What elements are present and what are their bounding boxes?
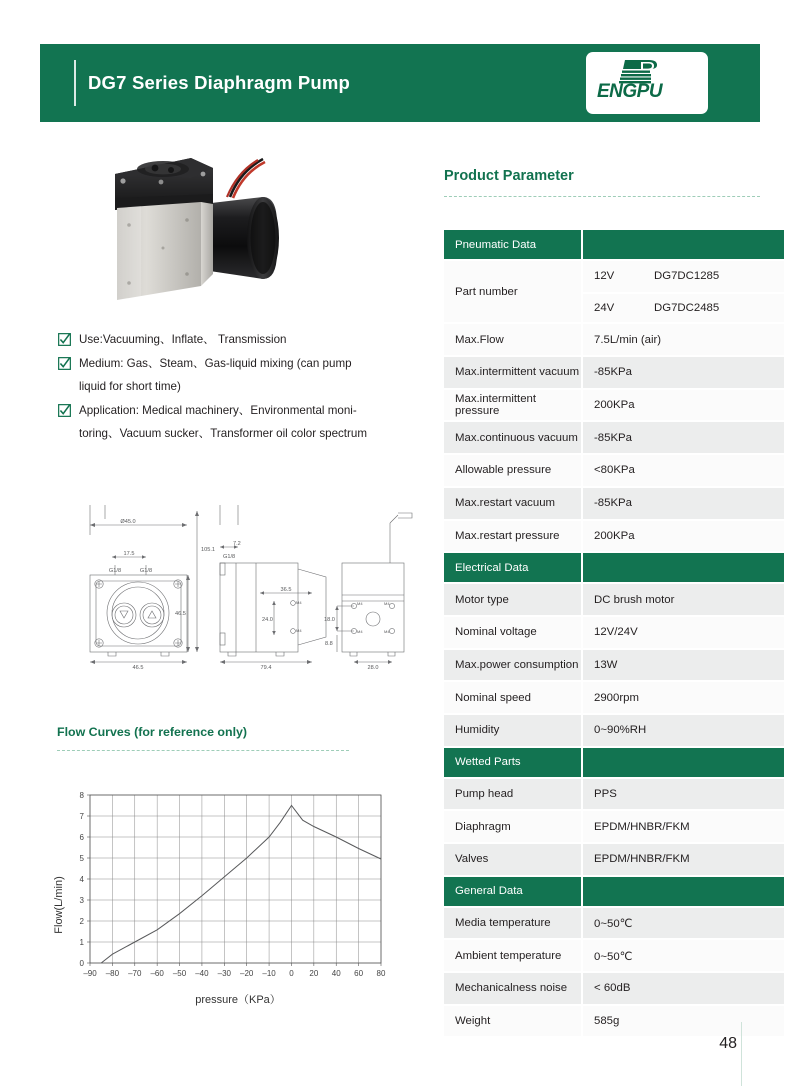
- row-label: Max.continuous vacuum: [444, 421, 582, 454]
- list-item: [58, 401, 433, 421]
- dim-thread-right: G1/8: [139, 568, 153, 574]
- y-tick-label: 1: [79, 938, 84, 947]
- flow-curves-heading: Flow Curves (for reference only): [57, 725, 248, 739]
- y-tick-label: 3: [79, 896, 84, 905]
- dim-dia45: Ø45.0: [120, 519, 136, 525]
- feature-text-continuation: liquid for short time): [79, 380, 181, 393]
- y-tick-label: 6: [79, 833, 84, 842]
- table-row: [444, 260, 784, 323]
- table-row: [444, 356, 784, 389]
- section-label: Electrical Data: [444, 552, 582, 583]
- row-label: Max.Flow: [444, 323, 582, 356]
- part-number-code: DG7DC1285: [654, 270, 720, 283]
- x-tick-label: –90: [83, 969, 97, 978]
- table-section-header: [444, 876, 784, 907]
- table-row: [444, 649, 784, 682]
- list-item: [58, 330, 433, 350]
- chart-series-line: [101, 806, 381, 964]
- page-header: [40, 44, 760, 122]
- table-section-header: [444, 747, 784, 778]
- row-value: 200KPa: [582, 520, 784, 553]
- y-tick-label: 4: [79, 875, 84, 884]
- row-label: Diaphragm: [444, 810, 582, 843]
- part-number-voltage: 12V: [594, 270, 615, 283]
- section-value: [582, 747, 784, 778]
- part-number-line: [583, 292, 784, 323]
- x-tick-label: 0: [289, 969, 294, 978]
- row-label: Pump head: [444, 778, 582, 811]
- table-row: [444, 939, 784, 972]
- section-value: [582, 552, 784, 583]
- dim-thread-left: G1/8: [108, 568, 122, 574]
- x-tick-label: –80: [105, 969, 120, 978]
- row-value: PPS: [582, 778, 784, 811]
- table-row: [444, 421, 784, 454]
- row-label: Weight: [444, 1005, 582, 1038]
- table-section-header: [444, 230, 784, 260]
- row-label: Humidity: [444, 714, 582, 747]
- check-box-icon: [58, 357, 71, 370]
- row-value: DC brush motor: [582, 583, 784, 616]
- row-label: Max.restart pressure: [444, 520, 582, 553]
- dim-28-0: 28.0: [367, 665, 379, 670]
- table-row: [444, 616, 784, 649]
- product-parameter-table: [444, 230, 784, 1038]
- section-value: [582, 230, 784, 260]
- dim-18-0: 18.0: [324, 617, 335, 623]
- chart-x-axis-label: pressure（KPa）: [195, 994, 281, 1006]
- feature-text: Use:Vacuuming、Inflate、 Transmission: [79, 333, 287, 346]
- y-tick-label: 8: [79, 791, 84, 800]
- table-row: [444, 714, 784, 747]
- header-accent-line: [74, 60, 76, 106]
- row-value: 0~90%RH: [582, 714, 784, 747]
- technical-drawing: [60, 505, 430, 670]
- row-value: 585g: [582, 1005, 784, 1038]
- row-label: Mechanicalness noise: [444, 972, 582, 1005]
- x-tick-label: 60: [354, 969, 364, 978]
- table-row: [444, 389, 784, 422]
- x-tick-label: –70: [128, 969, 142, 978]
- table-row: [444, 810, 784, 843]
- check-box-icon: [58, 404, 71, 417]
- x-tick-label: 40: [331, 969, 341, 978]
- section-value: [582, 876, 784, 907]
- section-label: General Data: [444, 876, 582, 907]
- chart-x-tick-labels: [83, 963, 386, 978]
- table-row: [444, 583, 784, 616]
- row-label: Valves: [444, 843, 582, 876]
- row-value: 13W: [582, 649, 784, 682]
- row-label: Motor type: [444, 583, 582, 616]
- x-tick-label: –30: [217, 969, 231, 978]
- dim-thread-side: G1/8: [223, 554, 236, 560]
- row-value: <80KPa: [582, 454, 784, 487]
- product-photo: [95, 152, 300, 317]
- row-label: Ambient temperature: [444, 939, 582, 972]
- row-value: [582, 260, 784, 323]
- row-value: -85KPa: [582, 421, 784, 454]
- dim-m4-f: M4: [384, 629, 390, 634]
- dim-105-1: 105.1: [201, 547, 215, 553]
- y-tick-label: 2: [79, 917, 84, 926]
- dim-17-5: 17.5: [123, 551, 135, 557]
- row-value: 0~50℃: [582, 907, 784, 940]
- table-row: [444, 843, 784, 876]
- dim-m4-d: M4: [357, 629, 363, 634]
- page-number: 48: [719, 1035, 737, 1052]
- x-tick-label: –60: [150, 969, 164, 978]
- row-label: Max.intermittent pressure: [444, 389, 582, 422]
- chart-gridlines: [90, 795, 381, 963]
- x-tick-label: –50: [172, 969, 187, 978]
- row-label: Max.power consumption: [444, 649, 582, 682]
- row-label: Nominal speed: [444, 681, 582, 714]
- feature-text-continuation: toring、Vacuum sucker、Transformer oil color spectrum: [79, 427, 367, 440]
- row-value: 2900rpm: [582, 681, 784, 714]
- dim-m4-c: M4: [357, 601, 363, 606]
- row-value: -85KPa: [582, 487, 784, 520]
- section-label: Pneumatic Data: [444, 230, 582, 260]
- table-section-header: [444, 552, 784, 583]
- table-row: [444, 487, 784, 520]
- row-value: 200KPa: [582, 389, 784, 422]
- row-value: EPDM/HNBR/FKM: [582, 810, 784, 843]
- table-row: [444, 520, 784, 553]
- part-number-code: DG7DC2485: [654, 302, 720, 315]
- x-tick-label: –40: [195, 969, 209, 978]
- dim-7-2: 7.2: [233, 541, 241, 547]
- row-label: Max.intermittent vacuum: [444, 356, 582, 389]
- dim-46-5-h: 46.5: [175, 611, 186, 617]
- dim-8-8: 8.8: [325, 641, 333, 647]
- page-title: DG7 Series Diaphragm Pump: [88, 72, 351, 93]
- feature-text: Medium: Gas、Steam、Gas-liquid mixing (can pump: [79, 356, 352, 370]
- x-tick-label: 20: [309, 969, 319, 978]
- dim-m4-b: M4: [296, 628, 302, 633]
- y-tick-label: 7: [79, 812, 84, 821]
- row-value: 0~50℃: [582, 939, 784, 972]
- table-row: [444, 1005, 784, 1038]
- flow-curves-divider: [57, 750, 349, 751]
- section-label: Wetted Parts: [444, 747, 582, 778]
- table-row: [444, 907, 784, 940]
- dim-m4-e: M4: [384, 601, 390, 606]
- table-row: [444, 323, 784, 356]
- feature-text: Application: Medical machinery、Environmental moni-: [79, 403, 357, 417]
- chart-y-tick-labels: [80, 791, 90, 968]
- part-number-voltage: 24V: [594, 302, 615, 315]
- y-tick-label: 0: [79, 959, 84, 968]
- check-box-icon: [58, 333, 71, 346]
- table-row: [444, 454, 784, 487]
- part-number-line: [583, 261, 784, 292]
- flow-curve-chart: [48, 785, 393, 1010]
- table-row: [444, 972, 784, 1005]
- logo-wordmark: ENGPU: [597, 81, 663, 102]
- dim-46-5-w: 46.5: [132, 665, 144, 670]
- product-parameter-divider: [444, 196, 760, 197]
- y-tick-label: 5: [79, 854, 84, 863]
- row-value: -85KPa: [582, 356, 784, 389]
- row-value: 12V/24V: [582, 616, 784, 649]
- row-label: Allowable pressure: [444, 454, 582, 487]
- x-tick-label: –10: [262, 969, 276, 978]
- product-parameter-heading: Product Parameter: [444, 168, 574, 184]
- dim-m4-a: M4: [296, 600, 302, 605]
- dim-24-0: 24.0: [262, 617, 273, 623]
- row-value: 7.5L/min (air): [582, 323, 784, 356]
- dim-79-4: 79.4: [260, 665, 272, 670]
- row-label: Nominal voltage: [444, 616, 582, 649]
- dim-36-5: 36.5: [280, 587, 292, 593]
- brand-logo: [586, 52, 708, 114]
- row-label: Media temperature: [444, 907, 582, 940]
- row-value: EPDM/HNBR/FKM: [582, 843, 784, 876]
- footer-rule: [741, 1022, 742, 1086]
- row-label: Max.restart vacuum: [444, 487, 582, 520]
- x-tick-label: 80: [376, 969, 386, 978]
- row-label: Part number: [444, 260, 582, 323]
- x-tick-label: –20: [240, 969, 254, 978]
- chart-y-axis-label: Flow(L/min): [53, 876, 65, 934]
- table-row: [444, 778, 784, 811]
- table-row: [444, 681, 784, 714]
- list-item: [58, 354, 433, 374]
- feature-list: [58, 330, 433, 448]
- row-value: < 60dB: [582, 972, 784, 1005]
